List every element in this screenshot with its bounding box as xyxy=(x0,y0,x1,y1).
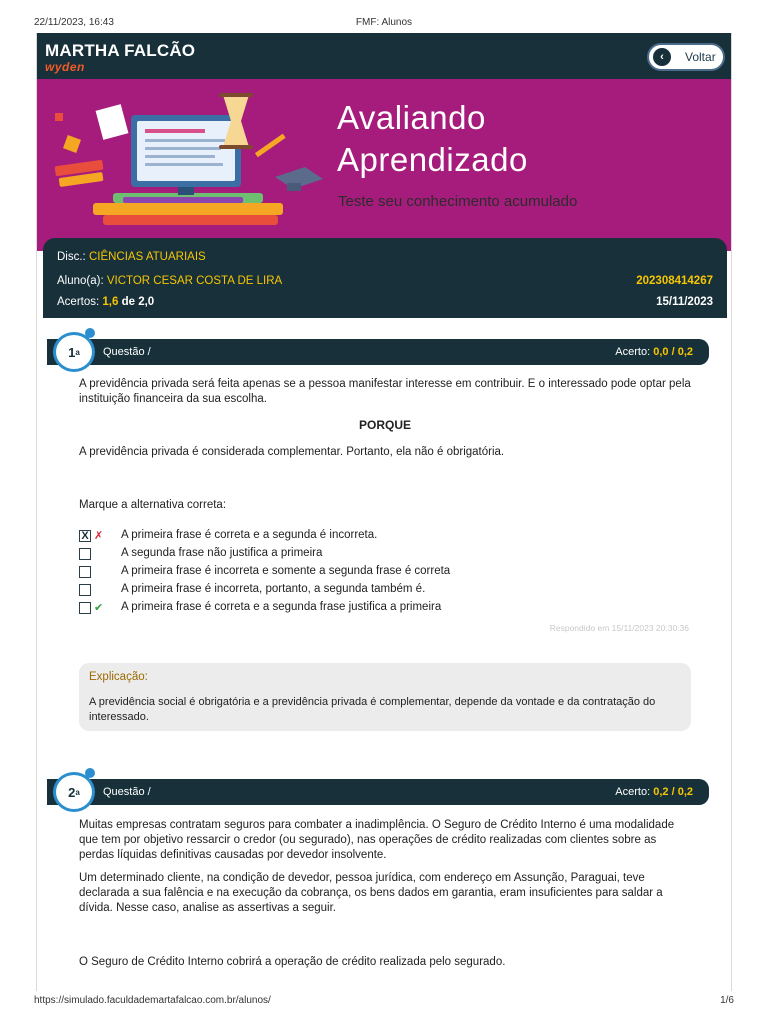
question-number-badge xyxy=(53,332,95,372)
question-score xyxy=(615,346,693,358)
question-header-1 xyxy=(47,339,709,365)
question-score xyxy=(615,786,693,798)
print-header xyxy=(0,0,768,34)
option-label: A primeira frase é incorreta e somente a segunda frase é correta xyxy=(121,565,451,577)
option-label: A segunda frase não justifica a primeira xyxy=(121,547,323,559)
question-number: 1 xyxy=(68,344,76,360)
discipline-label: Disc.: xyxy=(57,251,86,263)
banner-title-line1: Avaliando xyxy=(337,99,486,136)
discipline-row xyxy=(57,251,713,267)
option-checkbox[interactable]: X xyxy=(79,530,91,542)
statement-2: A previdência privada é considerada complementar. Portanto, ela não é obrigatória. xyxy=(79,446,505,458)
print-footer xyxy=(0,995,768,1015)
option-checkbox[interactable] xyxy=(79,602,91,614)
option-checkbox[interactable] xyxy=(79,566,91,578)
explanation-box xyxy=(79,663,691,731)
chevron-left-icon: ‹ xyxy=(653,48,671,66)
option-checkbox[interactable] xyxy=(79,548,91,560)
score-value: 0,2 xyxy=(653,786,669,798)
score-max: 0,2 xyxy=(677,786,693,798)
study-illustration xyxy=(53,93,323,243)
explanation-text: A previdência social é obrigatória e a previdência privada é complementar, depende da vontade e da contratação do interessado. xyxy=(89,696,656,723)
print-url[interactable]: https://simulado.faculdademartafalcao.com.br/alunos/ xyxy=(34,995,271,1006)
top-bar xyxy=(37,33,732,79)
score-value: 0,0 xyxy=(653,346,669,358)
exam-date: 15/11/2023 xyxy=(656,296,713,308)
question-number-badge xyxy=(53,772,95,812)
brand-logo[interactable] xyxy=(45,41,195,74)
question-paragraph-1: Muitas empresas contratam seguros para combater a inadimplência. O Seguro de Crédito Interno é uma modalidade que tem por objetivo ressarcir o credor (ou segurado), nas operações de crédito realizadas com clientes sobre as perdas líquidas definitivas causadas por devedor insolvente. xyxy=(79,819,675,861)
check-icon: ✔ xyxy=(94,602,104,614)
question-number-suffix: a xyxy=(75,347,80,357)
score-sep: / xyxy=(671,786,675,798)
hits-row xyxy=(57,296,713,312)
option-label: A primeira frase é correta e a segunda é incorreta. xyxy=(121,529,378,541)
back-button[interactable] xyxy=(647,43,725,71)
score-max: 0,2 xyxy=(677,346,693,358)
score-label: Acerto: xyxy=(615,786,651,798)
student-label: Aluno(a): xyxy=(57,275,104,287)
question-label: Questão / xyxy=(103,346,151,358)
banner-title xyxy=(337,97,528,181)
score-label: Acerto: xyxy=(615,346,651,358)
back-button-label: Voltar xyxy=(685,50,716,64)
statement-connector: PORQUE xyxy=(358,418,411,432)
wrong-icon: ✗ xyxy=(94,530,104,542)
print-title: FMF: Alunos xyxy=(355,17,413,28)
badge-dot-icon xyxy=(85,768,95,778)
statement-1: A previdência privada será feita apenas se a pessoa manifestar interesse em contribuir. E o interessado pode optar pela instituição financeira da sua escolha. xyxy=(79,378,691,405)
question-label: Questão / xyxy=(103,786,151,798)
question-header-2 xyxy=(47,779,709,805)
answered-timestamp: Respondido em 15/11/2023 20:30:36 xyxy=(549,623,689,633)
question-paragraph-2: Um determinado cliente, na condição de devedor, pessoa jurídica, com endereço em Assunção, Paraguai, teve declarada a sua falência e na execução da cobrança, os bens dados em garantia, eram insuficientes para saldar a dívida. Nesse caso, analise as assertivas a seguir. xyxy=(79,872,663,914)
hits-total: de 2,0 xyxy=(121,296,155,308)
question-prompt: Marque a alternativa correta: xyxy=(79,499,227,511)
banner-subtitle: Teste seu conhecimento acumulado xyxy=(338,193,578,210)
hero-banner xyxy=(37,79,732,251)
page-frame xyxy=(36,33,732,991)
brand-sub: wyden xyxy=(45,60,85,74)
score-sep: / xyxy=(671,346,675,358)
explanation-title: Explicação: xyxy=(89,671,148,683)
option-checkbox[interactable] xyxy=(79,584,91,596)
question-paragraph-3: O Seguro de Crédito Interno cobrirá a operação de crédito realizada pelo segurado. xyxy=(79,956,506,968)
brand-name: MARTHA FALCÃO xyxy=(45,41,196,60)
badge-dot-icon xyxy=(85,328,95,338)
question-number: 2 xyxy=(68,784,76,800)
exam-info-panel xyxy=(43,238,727,318)
discipline-value: CIÊNCIAS ATUARIAIS xyxy=(88,251,206,263)
question-number-suffix: a xyxy=(75,787,80,797)
print-datetime: 22/11/2023, 16:43 xyxy=(34,17,114,28)
print-page-number: 1/6 xyxy=(720,995,734,1006)
option-label: A primeira frase é correta e a segunda frase justifica a primeira xyxy=(121,601,442,613)
student-id: 202308414267 xyxy=(636,275,713,287)
banner-title-line2: Aprendizado xyxy=(337,141,528,178)
option-label: A primeira frase é incorreta, portanto, a segunda também é. xyxy=(121,583,426,595)
student-name: VICTOR CESAR COSTA DE LIRA xyxy=(106,275,283,287)
hits-label: Acertos: xyxy=(57,296,100,308)
hits-value: 1,6 xyxy=(102,296,119,308)
student-row xyxy=(57,275,713,291)
